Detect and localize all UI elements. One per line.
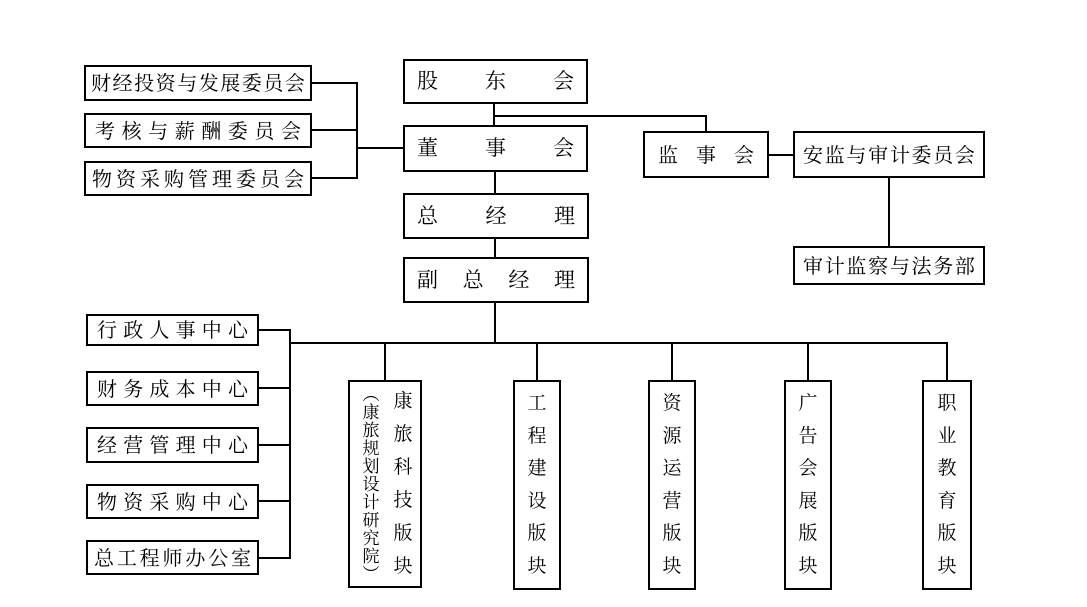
connector-line [312, 129, 358, 131]
node-audit-legal-department: 审 计 监 察 与 法 务 部 [793, 246, 985, 285]
node-block-vocational-education: 职 业 教 育 版 块 [922, 380, 972, 590]
connector-line [259, 329, 291, 331]
connector-line [289, 342, 948, 344]
connector-line [259, 557, 291, 559]
connector-line [312, 177, 358, 179]
node-shareholders: 股 东 会 [403, 59, 588, 104]
connector-line [494, 172, 496, 193]
connector-line [705, 115, 707, 131]
block-subtitle-column: （康旅规划设计研究院） [358, 385, 379, 583]
node-block-engineering-construction: 工 程 建 设 版 块 [513, 380, 561, 590]
connector-line [807, 342, 809, 380]
connector-line [888, 178, 890, 246]
connector-line [769, 154, 793, 156]
block-title-column: 康 旅 科 技 版 块 [393, 390, 413, 577]
node-center-admin-hr: 行 政 人 事 中 心 [86, 314, 259, 346]
connector-line [259, 387, 291, 389]
node-block-kanglv-tech [348, 380, 422, 588]
node-deputy-general-manager: 副 总 经 理 [403, 257, 589, 303]
node-committee-procurement-management: 物 资 采 购 管 理 委 员 会 [84, 161, 312, 196]
node-center-operation-management: 经 营 管 理 中 心 [86, 427, 259, 463]
connector-line [259, 500, 291, 502]
connector-line [946, 342, 948, 380]
node-committee-assessment-compensation: 考 核 与 薪 酬 委 员 会 [84, 113, 312, 148]
node-board: 董 事 会 [403, 125, 588, 172]
connector-line [312, 82, 358, 84]
connector-line [494, 239, 496, 257]
node-block-resource-operation: 资 源 运 营 版 块 [648, 380, 696, 590]
connector-line [671, 342, 673, 380]
node-center-finance-cost: 财 务 成 本 中 心 [86, 371, 259, 406]
node-safety-audit-committee: 安 监 与 审 计 委 员 会 [793, 131, 985, 178]
connector-line [384, 342, 386, 380]
connector-line [493, 115, 707, 117]
node-center-material-procurement: 物 资 采 购 中 心 [86, 484, 259, 519]
connector-line [494, 303, 496, 344]
node-committee-finance-investment: 财 经 投 资 与 发 展 委 员 会 [84, 65, 312, 101]
connector-line [536, 342, 538, 380]
node-block-advertising-exhibition: 广 告 会 展 版 块 [784, 380, 832, 590]
node-general-manager: 总 经 理 [403, 193, 589, 239]
node-supervisory-board: 监 事 会 [643, 131, 769, 178]
connector-line [259, 444, 291, 446]
connector-line [356, 147, 403, 149]
node-center-chief-engineer-office: 总 工 程 师 办 公 室 [86, 540, 259, 575]
